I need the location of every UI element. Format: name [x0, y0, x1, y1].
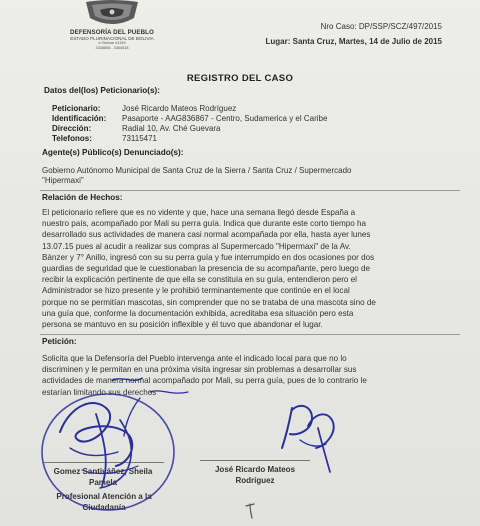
field-value: Pasaporte - AAG836867 - Centro, Sudamerica y el Caribe [122, 114, 328, 123]
field-value: 73115471 [122, 134, 157, 143]
institution-phone: 3338808 - 3364518 [95, 46, 129, 50]
institution-name: DEFENSORÍA DEL PUEBLO [70, 29, 154, 36]
facts-line: El peticionario refiere que es no vidente y que, hace una semana llegó desde España a [42, 208, 356, 217]
document-title: REGISTRO DEL CASO [186, 73, 294, 84]
facts-line: nuestro país, acompañado por Mali su perra guía. Indica que durante este corto tiempo ha [42, 219, 366, 229]
facts-line: recibir la explicación pertinente de que ella se constituía en su guía, entendieron pero el [42, 275, 357, 285]
official-role: Profesional Atención a la [56, 492, 152, 501]
facts-line: Administrador se hizo presente y le prohibió terminantemente que continúe en el local [42, 286, 350, 296]
official-name-2: Pamela [88, 478, 118, 487]
petitioner-heading: Datos del(los) Peticionario(s): [44, 86, 161, 95]
field-value: José Ricardo Mateos Rodríguez [122, 104, 237, 113]
respondent-line: Gobierno Autónomo Municipal de Santa Cruz de la Sierra / Santa Cruz / Supermercado [42, 166, 352, 175]
institution-address: c/ Bolívar #1159 [98, 41, 126, 45]
facts-line: persona se mantuvo en su posición inflexible y él tuvo que abandonar el lugar. [42, 320, 323, 330]
petition-line: Solicita que la Defensoría del Pueblo intervenga ante el indicado local para que no lo [42, 354, 347, 363]
field-value: Radial 10, Av. Ché Guevara [122, 124, 221, 133]
facts-line: 13.07.15 pues al acudir a realizar sus compras al Supermercado "Hipermaxi" de la Av. [42, 241, 351, 251]
facts-line: desarrollado sus actividades de manera casi normal acompañada por ella, hasta ayer lunes [42, 230, 371, 240]
institution-subtitle: ESTADO PLURINACIONAL DE BOLIVIA [70, 36, 154, 41]
petitioner-signature-name-2: Rodríguez [235, 476, 275, 485]
facts-line: porque no se permitían mascotas, sin comprender que no se trataba de una mascota sino de [42, 297, 376, 307]
petition-line: discriminen y le permitan en una próxima visita ingresar sin problemas a desarrollar sus [42, 365, 357, 375]
field-label: Telefonos: [52, 134, 92, 143]
petitioner-signature-name: José Ricardo Mateos [214, 465, 296, 474]
field-label: Peticionario: [52, 104, 101, 113]
field-label: Dirección: [52, 124, 92, 133]
petition-line: estarían limitando sus derechos [42, 387, 157, 397]
facts-heading: Relación de Hechos: [42, 193, 123, 202]
petition-line: actividades de manera normal acompañado por Mali, su perra guía, pues de lo contrario le [42, 376, 367, 386]
case-number: Nro Caso: DP/SSP/SCZ/497/2015 [320, 22, 442, 31]
field-label: Identificación: [52, 114, 107, 123]
respondent-line: "Hipermaxi" [42, 176, 84, 185]
facts-line: una guía que, conforme la documentación exhibida, acreditaba esa situación pero esta [42, 308, 354, 318]
official-role-2: Ciudadanía [82, 503, 126, 512]
petition-heading: Petición: [42, 337, 77, 346]
official-name: Gomez Santiváñez, Sheila [53, 467, 153, 476]
facts-line: Bánzer y 7° Anillo, ingresó con su su perra guía y fue interrumpido en dos ocasiones por dos [42, 252, 375, 262]
case-place-date: Lugar: Santa Cruz, Martes, 14 de Julio de 2015 [265, 37, 442, 46]
respondent-heading: Agente(s) Público(s) Denunciado(s): [42, 148, 184, 157]
facts-line: guardias de seguridad que le cuestionaban la presencia de su acompañante, pero luego de [42, 264, 371, 274]
